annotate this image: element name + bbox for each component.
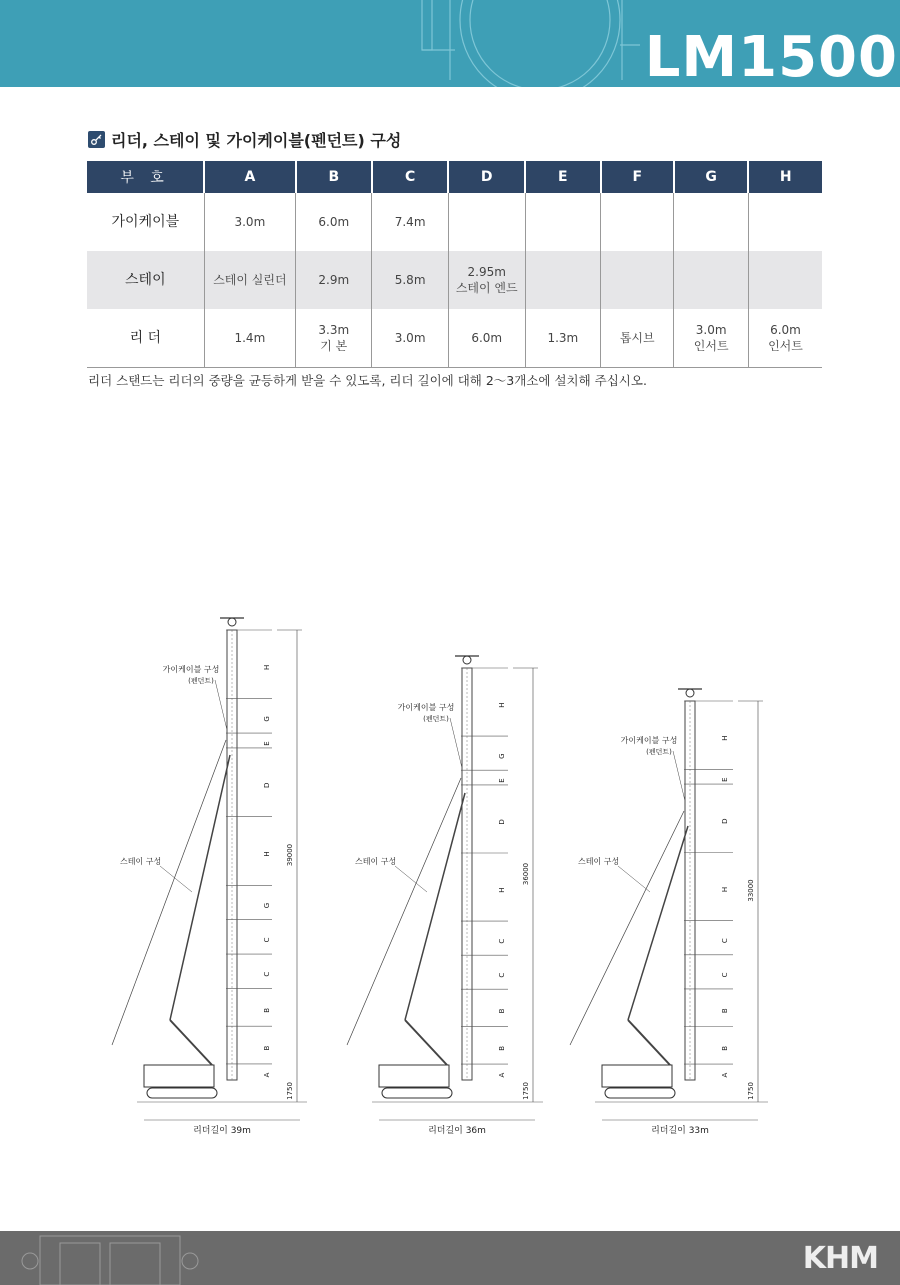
stay-rod	[628, 826, 688, 1020]
segment-label: C	[498, 938, 506, 944]
crane-track	[605, 1088, 675, 1098]
top-sheave-icon	[686, 689, 694, 697]
stay-label: 스테이 구성	[578, 857, 620, 866]
table-cell: 6.0m	[296, 193, 372, 251]
segment-label: B	[263, 1007, 271, 1013]
guy-label-leader	[450, 718, 462, 768]
stay-label: 스테이 구성	[120, 857, 162, 866]
row-label: 스테이	[87, 251, 204, 309]
segment-label: A	[263, 1072, 271, 1078]
key-icon	[88, 131, 105, 148]
table-cell: 1.4m	[204, 309, 295, 368]
height-value: 36000	[522, 862, 530, 886]
diagram-caption: 리더길이 36m	[428, 1126, 486, 1136]
crane-body	[379, 1065, 449, 1087]
leader-diagrams	[0, 600, 900, 1160]
segment-label: C	[498, 972, 506, 978]
table-cell	[748, 251, 822, 309]
header-cell: E	[525, 161, 600, 193]
table-cell: 6.0m	[448, 309, 525, 368]
crane-track	[147, 1088, 217, 1098]
base-value: 1750	[286, 1082, 294, 1100]
segment-label: E	[263, 741, 271, 746]
khm-logo: KHM	[802, 1241, 878, 1276]
segment-label: A	[498, 1072, 506, 1078]
segment-label: G	[263, 902, 271, 909]
header-cell: F	[601, 161, 674, 193]
table-row	[87, 309, 822, 368]
table-cell: 2.9m	[296, 251, 372, 309]
segment-label: C	[263, 937, 271, 943]
header-cell: D	[448, 161, 525, 193]
stay-rod	[170, 755, 230, 1020]
segment-label: D	[498, 819, 506, 825]
segment-label: H	[498, 887, 506, 893]
segment-label: H	[498, 702, 506, 708]
table-row	[87, 251, 822, 309]
table-cell: 5.8m	[372, 251, 448, 309]
table-cell: 3.0m	[372, 309, 448, 368]
model-name: LM1500	[644, 25, 898, 87]
base-value: 1750	[747, 1082, 755, 1100]
segment-label: D	[721, 818, 729, 824]
header-cell: G	[674, 161, 748, 193]
table-cell: 3.0m 인서트	[674, 309, 748, 368]
stay-cylinder	[170, 1020, 212, 1065]
crane-body	[144, 1065, 214, 1087]
install-note: 리더 스탠드는 리더의 중량을 균등하게 받을 수 있도록, 리더 길이에 대해 2～3개소에 설치해 주십시오.	[88, 373, 647, 388]
segment-label: G	[263, 716, 271, 722]
guy-label-leader	[673, 751, 685, 801]
segment-label: B	[498, 1008, 506, 1014]
guy-cable-sub-label: (펜던트)	[423, 715, 449, 723]
segment-label: B	[498, 1045, 506, 1051]
table-cell: 7.4m	[372, 193, 448, 251]
segment-label: D	[263, 782, 271, 788]
section-title	[88, 128, 401, 151]
header-cell: H	[748, 161, 822, 193]
table-cell: 6.0m 인서트	[748, 309, 822, 368]
table-cell	[525, 251, 600, 309]
header-cell: A	[204, 161, 295, 193]
row-label: 리 더	[87, 309, 204, 368]
height-value: 33000	[747, 879, 755, 902]
table-cell	[448, 193, 525, 251]
segment-label: H	[263, 664, 271, 670]
table-cell: 2.95m 스테이 엔드	[448, 251, 525, 309]
stay-rod	[405, 793, 465, 1020]
table-cell: 스테이 실린더	[204, 251, 295, 309]
footer-bar	[0, 1231, 900, 1285]
table-cell	[674, 251, 748, 309]
header-bar	[0, 0, 900, 87]
segment-label: E	[721, 777, 729, 782]
segment-label: H	[263, 851, 271, 857]
guy-cable-sub-label: (펜던트)	[188, 677, 214, 685]
segment-label: E	[498, 778, 506, 783]
segment-label: B	[721, 1008, 729, 1014]
top-sheave-icon	[463, 656, 471, 664]
footer-machine-decoration	[20, 1231, 240, 1285]
crane-body	[602, 1065, 672, 1087]
stay-cylinder	[628, 1020, 670, 1065]
segment-label: C	[721, 938, 729, 944]
guy-cable	[570, 811, 684, 1045]
diagram-caption: 리더길이 33m	[651, 1126, 709, 1136]
crane-track	[382, 1088, 452, 1098]
guy-cable-sub-label: (펜던트)	[646, 748, 672, 756]
table-cell: 톱시브	[601, 309, 674, 368]
table-header-row	[87, 161, 822, 193]
row-label: 가이케이블	[111, 213, 180, 230]
segment-label: G	[498, 753, 506, 759]
top-sheave-icon	[228, 618, 236, 626]
table-cell	[525, 193, 600, 251]
segment-label: A	[721, 1072, 729, 1078]
guy-cable	[347, 778, 461, 1045]
header-cell: C	[372, 161, 448, 193]
table-cell	[674, 193, 748, 251]
table-cell: 3.3m 기 본	[296, 309, 372, 368]
guy-cable-label: 가이케이블 구성	[620, 736, 678, 745]
table-cell: 3.0m	[204, 193, 295, 251]
segment-label: H	[721, 886, 729, 893]
header-cell: 부 호	[87, 161, 204, 193]
segment-label: B	[263, 1045, 271, 1051]
table-cell	[748, 193, 822, 251]
spec-table	[87, 161, 822, 368]
guy-cable-label: 가이케이블 구성	[397, 703, 455, 712]
stay-label-leader	[395, 866, 427, 892]
guy-cable-label: 가이케이블 구성	[162, 665, 220, 674]
segment-label: B	[721, 1045, 729, 1051]
stay-label-leader	[160, 866, 192, 892]
segment-label: H	[721, 735, 729, 741]
table-cell: 1.3m	[525, 309, 600, 368]
diagram-caption: 리더길이 39m	[193, 1126, 251, 1136]
table-cell	[601, 251, 674, 309]
stay-label: 스테이 구성	[355, 857, 397, 866]
table-cell	[601, 193, 674, 251]
header-cell: B	[296, 161, 372, 193]
stay-cylinder	[405, 1020, 447, 1065]
base-value: 1750	[522, 1082, 530, 1100]
table-row	[87, 193, 822, 251]
segment-label: C	[721, 972, 729, 978]
height-value: 39000	[286, 843, 294, 867]
section-title-text: 리더, 스테이 및 가이케이블(펜던트) 구성	[111, 131, 402, 150]
guy-cable	[112, 740, 226, 1045]
guy-label-leader	[215, 680, 227, 730]
stay-label-leader	[618, 866, 650, 892]
machine-drawing-decoration	[410, 0, 640, 87]
segment-label: C	[263, 971, 271, 977]
